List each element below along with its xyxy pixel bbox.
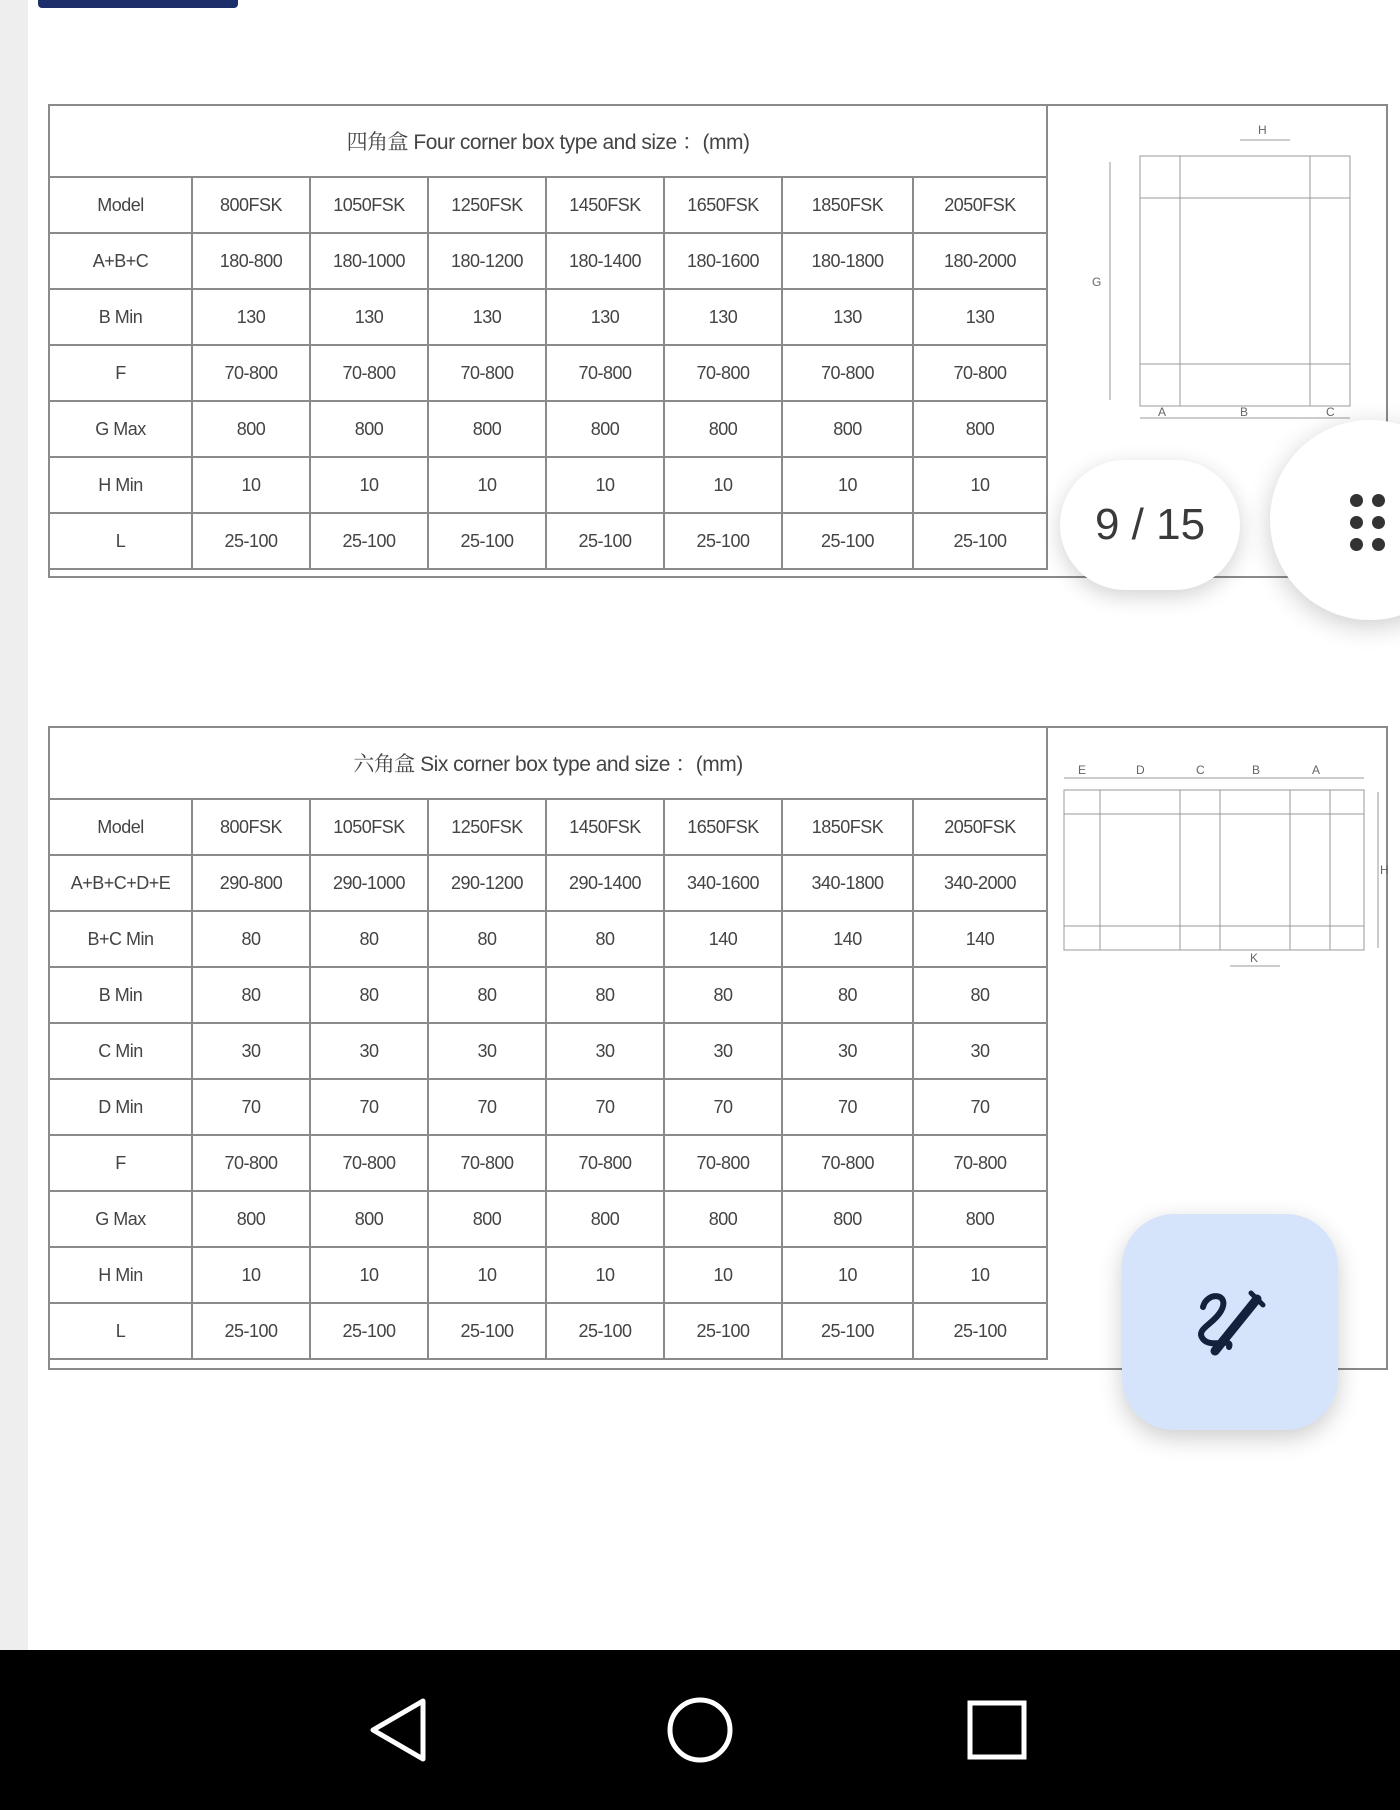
- table-row: [50, 289, 1047, 345]
- table-cell: 180-1000: [310, 233, 428, 289]
- table-cell: 80: [782, 967, 913, 1023]
- diagram-label-k: K: [1250, 951, 1259, 965]
- table-cell: 25-100: [192, 513, 310, 569]
- table-cell: 70-800: [913, 1135, 1047, 1191]
- table-cell: 25-100: [913, 1303, 1047, 1359]
- table-cell: 80: [310, 911, 428, 967]
- table-cell: 800: [428, 1191, 546, 1247]
- table-cell: 290-1400: [546, 855, 664, 911]
- header-cell: 800FSK: [192, 177, 310, 233]
- row-label-cell: B Min: [50, 967, 192, 1023]
- table-cell: 130: [546, 289, 664, 345]
- table-cell: 30: [192, 1023, 310, 1079]
- back-triangle-icon: [365, 1695, 435, 1765]
- row-label-cell: F: [50, 1135, 192, 1191]
- table-cell: 180-2000: [913, 233, 1047, 289]
- table-cell: 800: [664, 1191, 782, 1247]
- table-cell: 340-1800: [782, 855, 913, 911]
- table-cell: 25-100: [310, 513, 428, 569]
- table-row: [50, 967, 1047, 1023]
- row-label-cell: A+B+C+D+E: [50, 855, 192, 911]
- table-cell: 80: [192, 911, 310, 967]
- table-row: [50, 911, 1047, 967]
- diagram-label-a: A: [1158, 405, 1167, 419]
- table-cell: 10: [782, 1247, 913, 1303]
- row-label-cell: L: [50, 513, 192, 569]
- table-cell: 25-100: [664, 513, 782, 569]
- table-cell: 10: [782, 457, 913, 513]
- header-cell: 1850FSK: [782, 177, 913, 233]
- table-cell: 10: [428, 457, 546, 513]
- table-cell: 80: [546, 911, 664, 967]
- table-cell: 180-1200: [428, 233, 546, 289]
- header-cell: Model: [50, 177, 192, 233]
- table-cell: 30: [310, 1023, 428, 1079]
- header-cell: 1450FSK: [546, 799, 664, 855]
- table-cell: 30: [546, 1023, 664, 1079]
- table-cell: 800: [428, 401, 546, 457]
- recents-button[interactable]: [952, 1690, 1042, 1770]
- handwriting-edit-button[interactable]: [1122, 1214, 1338, 1430]
- four-corner-rows: [50, 233, 1047, 569]
- row-label-cell: G Max: [50, 1191, 192, 1247]
- table-cell: 70-800: [428, 345, 546, 401]
- four-corner-diagram: [1090, 110, 1390, 430]
- table-cell: 10: [546, 457, 664, 513]
- table-row: [50, 1191, 1047, 1247]
- row-label-cell: A+B+C: [50, 233, 192, 289]
- table-cell: 800: [782, 401, 913, 457]
- table-cell: 800: [546, 401, 664, 457]
- table-cell: 30: [913, 1023, 1047, 1079]
- table-row: [50, 457, 1047, 513]
- table-cell: 340-1600: [664, 855, 782, 911]
- table-cell: 140: [913, 911, 1047, 967]
- header-cell: 1250FSK: [428, 177, 546, 233]
- header-cell: 1050FSK: [310, 177, 428, 233]
- table-cell: 180-1800: [782, 233, 913, 289]
- table-cell: 80: [310, 967, 428, 1023]
- diagram-label-e: E: [1078, 763, 1087, 777]
- left-edge-strip: [0, 0, 28, 1650]
- diagram-label-a: A: [1312, 763, 1321, 777]
- table-cell: 130: [192, 289, 310, 345]
- table-cell: 70-800: [192, 345, 310, 401]
- table-cell: 70: [192, 1079, 310, 1135]
- diagram-label-h: H: [1258, 123, 1267, 137]
- table-cell: 10: [664, 457, 782, 513]
- table-row: [50, 513, 1047, 569]
- table-cell: 25-100: [782, 513, 913, 569]
- home-circle-icon: [664, 1694, 736, 1766]
- table-cell: 25-100: [782, 1303, 913, 1359]
- header-cell: 2050FSK: [913, 799, 1047, 855]
- table-cell: 130: [310, 289, 428, 345]
- diagram-label-d: D: [1136, 763, 1145, 777]
- header-cell: 1250FSK: [428, 799, 546, 855]
- table-row: [50, 1135, 1047, 1191]
- header-cell: Model: [50, 799, 192, 855]
- table-cell: 10: [192, 457, 310, 513]
- handwriting-pen-icon: [1185, 1277, 1275, 1367]
- table-cell: 180-1400: [546, 233, 664, 289]
- table-cell: 290-1200: [428, 855, 546, 911]
- diagram-label-c: C: [1326, 405, 1335, 419]
- row-label-cell: H Min: [50, 1247, 192, 1303]
- system-navigation-bar: [0, 1650, 1400, 1810]
- header-cell: 1050FSK: [310, 799, 428, 855]
- diagram-label-g: G: [1092, 275, 1102, 289]
- back-button[interactable]: [355, 1690, 445, 1770]
- table-cell: 25-100: [310, 1303, 428, 1359]
- table-row: [50, 799, 1047, 855]
- table-row: [50, 1303, 1047, 1359]
- table-cell: 130: [782, 289, 913, 345]
- table-cell: 290-1000: [310, 855, 428, 911]
- row-label-cell: B Min: [50, 289, 192, 345]
- table-row: [50, 233, 1047, 289]
- page-counter: 9 / 15: [1060, 460, 1240, 590]
- table-cell: 130: [428, 289, 546, 345]
- row-label-cell: B+C Min: [50, 911, 192, 967]
- table-cell: 80: [192, 967, 310, 1023]
- six-corner-title: 六角盒 Six corner box type and size ：(mm): [50, 728, 1047, 799]
- table-cell: 180-1600: [664, 233, 782, 289]
- table-cell: 10: [192, 1247, 310, 1303]
- table-cell: 70: [428, 1079, 546, 1135]
- table-cell: 25-100: [428, 1303, 546, 1359]
- row-label-cell: G Max: [50, 401, 192, 457]
- header-cell: 1850FSK: [782, 799, 913, 855]
- table-cell: 10: [913, 1247, 1047, 1303]
- table-cell: 70-800: [310, 1135, 428, 1191]
- header-cell: 800FSK: [192, 799, 310, 855]
- six-corner-diagram: [1060, 762, 1390, 992]
- table-cell: 70-800: [664, 1135, 782, 1191]
- table-cell: 25-100: [546, 513, 664, 569]
- recents-square-icon: [964, 1697, 1030, 1763]
- row-label-cell: L: [50, 1303, 192, 1359]
- table-cell: 25-100: [192, 1303, 310, 1359]
- table-cell: 25-100: [428, 513, 546, 569]
- table-cell: 30: [782, 1023, 913, 1079]
- six-corner-table: [50, 728, 1048, 1360]
- four-corner-table: [50, 106, 1048, 570]
- table-cell: 130: [913, 289, 1047, 345]
- table-row: [50, 1023, 1047, 1079]
- dots-grid-icon: [1350, 494, 1400, 554]
- table-cell: 30: [428, 1023, 546, 1079]
- table-cell: 800: [546, 1191, 664, 1247]
- table-cell: 130: [664, 289, 782, 345]
- table-cell: 10: [310, 1247, 428, 1303]
- table-cell: 140: [664, 911, 782, 967]
- table-cell: 180-800: [192, 233, 310, 289]
- top-accent-bar: [38, 0, 238, 8]
- table-cell: 70-800: [546, 345, 664, 401]
- table-cell: 800: [664, 401, 782, 457]
- table-cell: 340-2000: [913, 855, 1047, 911]
- table-cell: 70-800: [428, 1135, 546, 1191]
- table-cell: 10: [546, 1247, 664, 1303]
- four-corner-title: 四角盒 Four corner box type and size ：(mm): [50, 106, 1047, 177]
- row-label-cell: F: [50, 345, 192, 401]
- table-cell: 70: [664, 1079, 782, 1135]
- table-cell: 800: [310, 401, 428, 457]
- table-cell: 70: [310, 1079, 428, 1135]
- table-cell: 70-800: [192, 1135, 310, 1191]
- header-cell: 1450FSK: [546, 177, 664, 233]
- diagram-label-b: B: [1252, 763, 1261, 777]
- diagram-label-h: H: [1380, 863, 1389, 877]
- table-cell: 800: [913, 1191, 1047, 1247]
- table-cell: 70-800: [546, 1135, 664, 1191]
- table-cell: 70-800: [310, 345, 428, 401]
- row-label-cell: H Min: [50, 457, 192, 513]
- table-cell: 800: [310, 1191, 428, 1247]
- table-cell: 10: [310, 457, 428, 513]
- row-label-cell: C Min: [50, 1023, 192, 1079]
- table-cell: 70: [546, 1079, 664, 1135]
- table-cell: 10: [913, 457, 1047, 513]
- table-cell: 800: [913, 401, 1047, 457]
- table-cell: 25-100: [664, 1303, 782, 1359]
- header-cell: 1650FSK: [664, 177, 782, 233]
- table-cell: 80: [664, 967, 782, 1023]
- table-cell: 70-800: [664, 345, 782, 401]
- table-row: [50, 177, 1047, 233]
- table-row: [50, 855, 1047, 911]
- table-cell: 800: [192, 1191, 310, 1247]
- home-button[interactable]: [655, 1690, 745, 1770]
- table-cell: 70-800: [782, 1135, 913, 1191]
- table-cell: 10: [428, 1247, 546, 1303]
- table-row: [50, 401, 1047, 457]
- table-cell: 70: [782, 1079, 913, 1135]
- table-cell: 10: [664, 1247, 782, 1303]
- table-cell: 70: [913, 1079, 1047, 1135]
- table-cell: 25-100: [546, 1303, 664, 1359]
- header-cell: 2050FSK: [913, 177, 1047, 233]
- table-cell: 80: [428, 967, 546, 1023]
- table-cell: 70-800: [913, 345, 1047, 401]
- table-cell: 800: [192, 401, 310, 457]
- table-row: [50, 1079, 1047, 1135]
- table-cell: 70-800: [782, 345, 913, 401]
- table-cell: 25-100: [913, 513, 1047, 569]
- table-cell: 140: [782, 911, 913, 967]
- table-cell: 80: [546, 967, 664, 1023]
- diagram-label-b: B: [1240, 405, 1249, 419]
- table-cell: 290-800: [192, 855, 310, 911]
- table-cell: 800: [782, 1191, 913, 1247]
- six-corner-rows: [50, 855, 1047, 1359]
- header-cell: 1650FSK: [664, 799, 782, 855]
- diagram-label-c: C: [1196, 763, 1205, 777]
- table-row: [50, 1247, 1047, 1303]
- row-label-cell: D Min: [50, 1079, 192, 1135]
- table-row: [50, 345, 1047, 401]
- table-cell: 80: [428, 911, 546, 967]
- table-cell: 30: [664, 1023, 782, 1079]
- table-cell: 80: [913, 967, 1047, 1023]
